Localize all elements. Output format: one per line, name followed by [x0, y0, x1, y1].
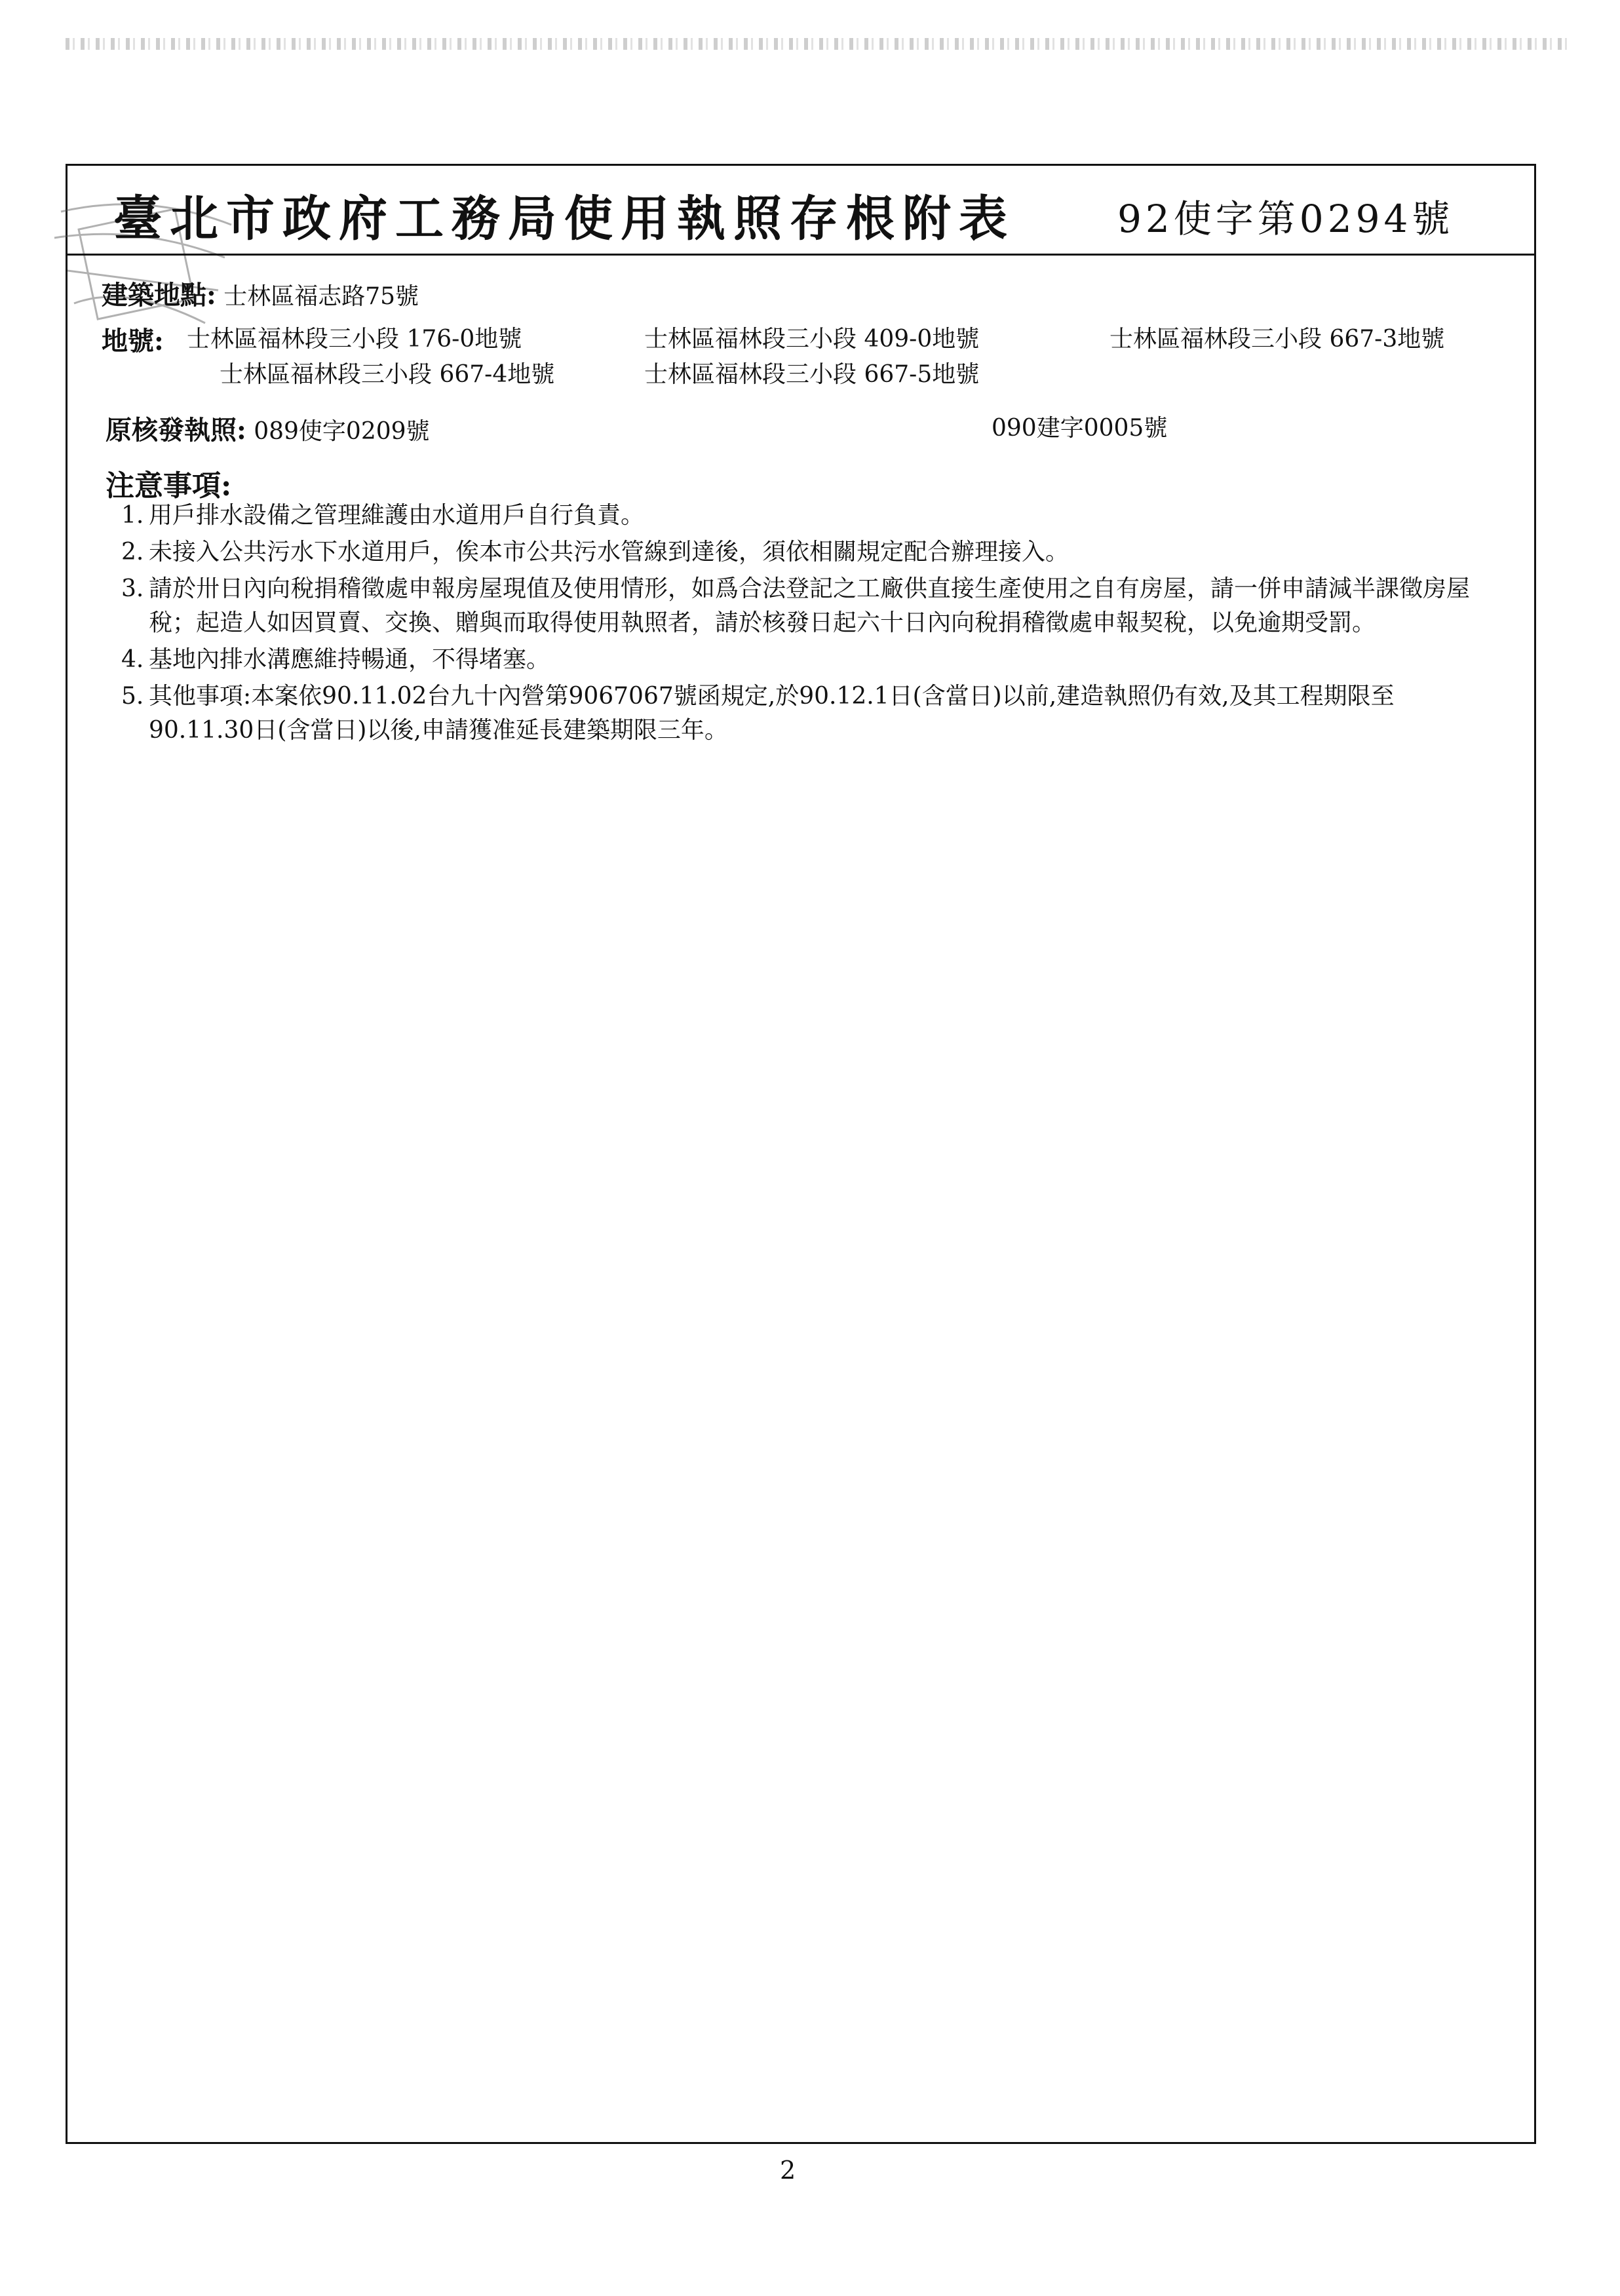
note-number: 2. — [121, 539, 144, 565]
original-permit-label: 原核發執照: — [106, 415, 246, 446]
permit-number: 92使字第0294號 — [1117, 197, 1454, 241]
lot-numbers-label: 地號: — [102, 326, 164, 356]
note-text: 用戶排水設備之管理維護由水道用戶自行負責。 — [149, 502, 645, 529]
original-permit-number: 090建字0005號 — [992, 415, 1168, 442]
note-item — [121, 679, 1484, 748]
lot-label-row — [102, 320, 164, 358]
document-frame — [66, 164, 1536, 2144]
note-item — [121, 643, 1484, 677]
note-number: 4. — [121, 646, 144, 673]
building-location-row — [102, 275, 419, 312]
lot-number: 士林區福林段三小段 667-5地號 — [644, 361, 980, 388]
building-location-value: 士林區福志路75號 — [223, 283, 419, 310]
note-text: 基地內排水溝應維持暢通，不得堵塞。 — [149, 646, 550, 673]
note-number: 3. — [121, 575, 144, 602]
note-text: 未接入公共污水下水道用戶，俟本市公共污水管線到達後，須依相關規定配合辦理接入。 — [149, 539, 1070, 565]
original-permit-number: 089使字0209號 — [254, 418, 430, 445]
lot-number: 士林區福林段三小段 176-0地號 — [187, 326, 522, 353]
note-item — [121, 535, 1484, 569]
building-location-label: 建築地點: — [102, 280, 216, 311]
note-text: 請於卅日內向稅捐稽徵處申報房屋現值及使用情形，如爲合法登記之工廠供直接生產使用之自有房屋，請一併申請減半課徵房屋稅；起造人如因買賣、交換、贈與而取得使用執照者，請於核發日起六十日內向稅捐稽徵處申報契稅，以免逾期受罰。 — [149, 575, 1471, 636]
note-text: 其他事項:本案依90.11.02台九十內營第9067067號函規定,於90.12.1日(含當日)以前,建造執照仍有效,及其工程期限至90.11.30日(含當日)以後,申請獲准延長建築期限三年。 — [149, 683, 1395, 744]
page-number: 2 — [780, 2156, 796, 2185]
note-number: 1. — [121, 502, 144, 529]
notes-heading: 注意事項: — [106, 469, 232, 503]
note-item — [121, 499, 1484, 533]
original-permit-row — [106, 410, 430, 447]
notes-list — [121, 499, 1484, 750]
lot-number: 士林區福林段三小段 667-4地號 — [220, 361, 555, 388]
note-item — [121, 572, 1484, 640]
lot-number: 士林區福林段三小段 667-3地號 — [1109, 326, 1445, 353]
document-title: 臺北市政府工務局使用執照存根附表 — [113, 191, 1015, 247]
note-number: 5. — [121, 683, 144, 710]
scan-artifact-top — [66, 38, 1573, 50]
lot-number: 士林區福林段三小段 409-0地號 — [644, 326, 980, 353]
header-divider — [68, 254, 1534, 256]
